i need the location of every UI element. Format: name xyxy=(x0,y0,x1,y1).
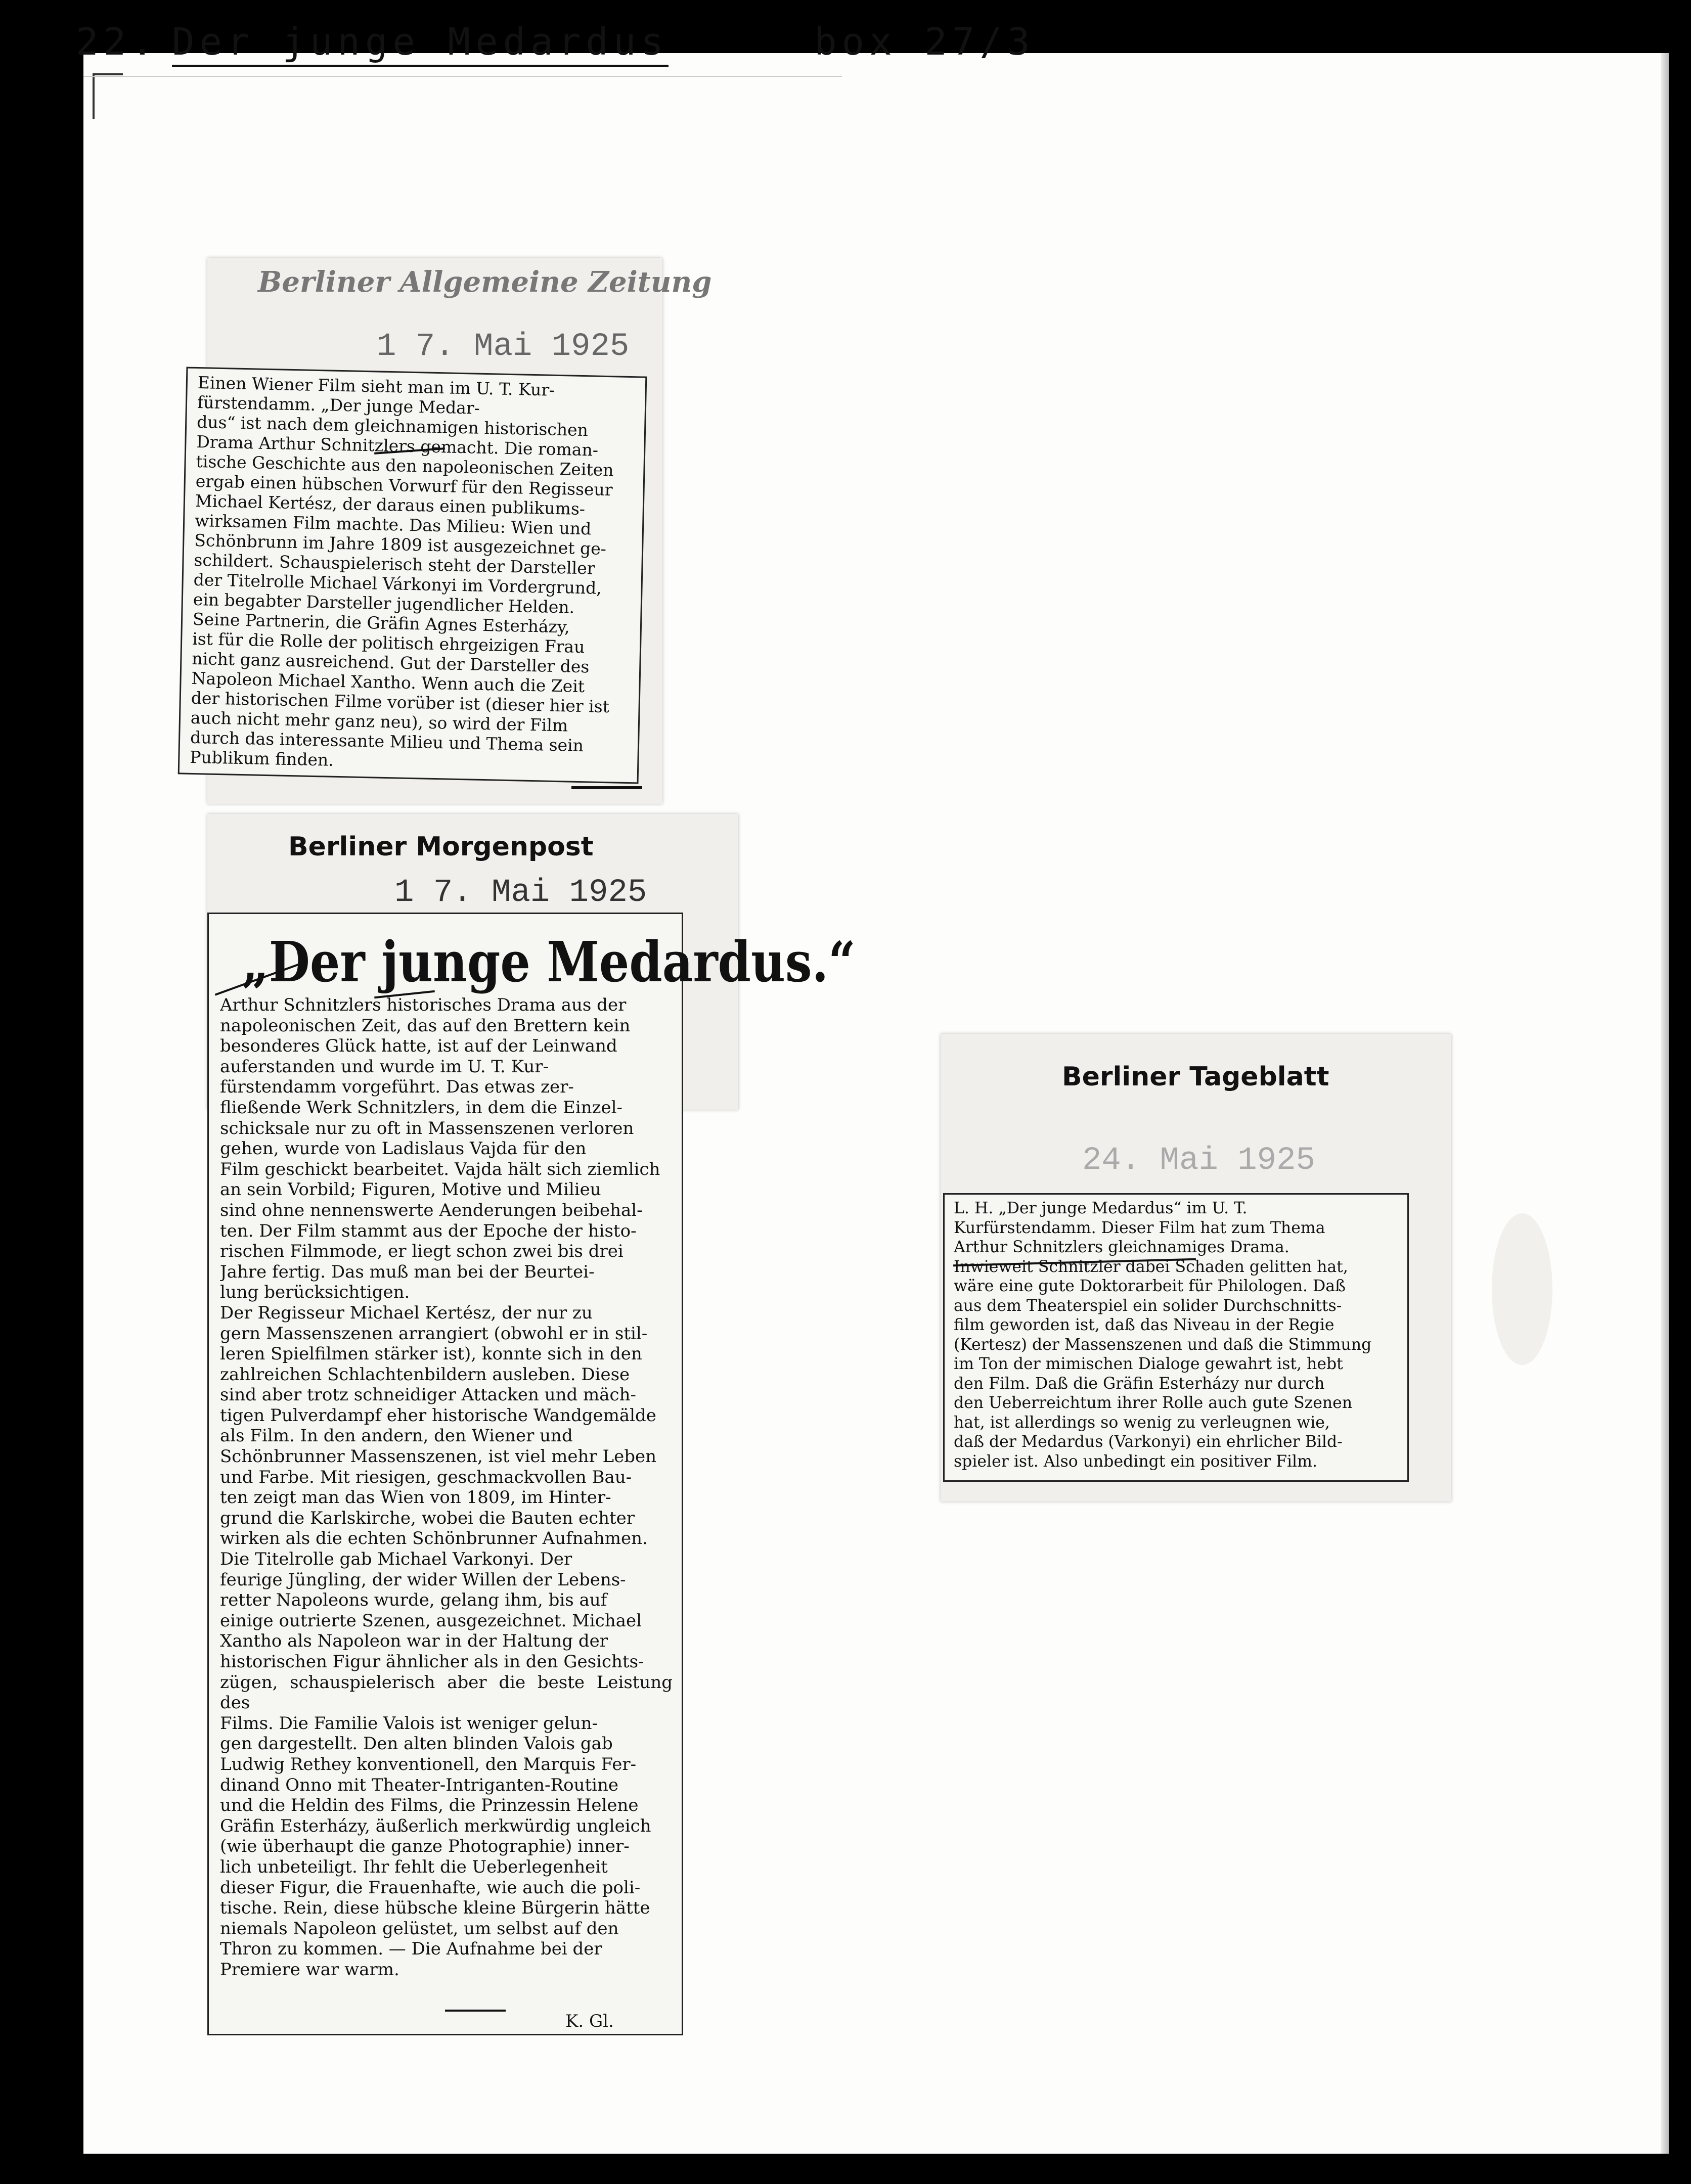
masthead-allgemeine: Berliner Allgemeine Zeitung xyxy=(258,265,712,299)
page-edge xyxy=(1661,53,1669,2154)
page-scuff xyxy=(1492,1213,1552,1365)
clipping-tageblatt xyxy=(943,1193,1409,1482)
header-rule xyxy=(83,76,842,77)
folder-number: 22. xyxy=(76,20,159,64)
date-stamp-tageblatt: 24. Mai 1925 xyxy=(1082,1143,1315,1179)
page-header xyxy=(76,20,1138,76)
folder-title: Der junge Medardus xyxy=(172,20,669,67)
signature-morgenpost: K. Gl. xyxy=(565,2011,614,2031)
headline-morgenpost: „Der junge Medardus.“ xyxy=(242,929,856,994)
article-allgemeine: Einen Wiener Film sieht man im U. T. Kur- fürstendamm. „Der junge Medar- dus“ ist nach dem gleichnamigen historischen Drama Arthur Schnitzlers gemacht. Die roman- tische Geschichte aus den napoleonischen Zeiten ergab einen hübschen Vorwurf für den Regisseur Michael Kertész, der daraus einen publikums- wirksamen Film machte. Das Milieu: Wien und Schönbrunn im Jahre 1809 ist ausgezeichnet ge- schildert. Schauspielerisch steht der Darsteller der Titelrolle Michael Várkonyi im Vordergrund, ein begabter Darsteller jugendlicher Helden. Seine Partnerin, die Gräfin Agnes Esterházy, ist für die Rolle der politisch ehrgeizigen Frau nicht ganz ausreichend. Gut der Darsteller des Napoleon Michael Xantho. Wenn auch die Zeit der historischen Filme vorüber ist (dieser hier ist auch nicht mehr ganz neu), so wird der Film durch das interessante Milieu und Thema sein Publikum finden. xyxy=(189,373,614,770)
article-morgenpost: Arthur Schnitzlers historisches Drama aus der napoleonischen Zeit, das auf den Brettern kein besonderes Glück hatte, ist auf der Leinwand auferstanden und wurde im U. T. Kur- fürstendamm vorgeführt. Das etwas zer- fließende Werk Schnitzlers, in dem die Einzel- schicksale nur zu oft in Massenszenen verloren gehen, wurde von Ladislaus Vajda für den Film geschickt bearbeitet. Vajda hält sich ziemlich an sein Vorbild; Figuren, Motive und Milieu sind ohne nennenswerte Aenderungen beibehal- ten. Der Film stammt aus der Epoche der histo- rischen Filmmode, er liegt schon zwei bis drei Jahre fertig. Das muß man bei der Beurtei- lung berücksichtigen. Der Regisseur Michael Kertész, der nur zu gern Massenszenen arrangiert (obwohl er in stil- leren Spielfilmen stärker ist), konnte sich in den zahlreichen Schlachtenbildern ausleben. Diese sind aber trotz schneidiger Attacken und mäch- tigen Pulverdampf eher historische Wandgemälde als Film. In den andern, den Wiener und Schönbrunner Massenszenen, ist viel mehr Leben und Farbe. Mit riesigen, geschmackvollen Bau- ten zeigt man das Wien von 1809, im Hinter- grund die Karlskirche, wobei die Bauten echter wirken als die echten Schönbrunner Aufnahmen. Die Titelrolle gab Michael Varkonyi. Der feurige Jüngling, der wider Willen der Lebens- retter Napoleons wurde, gelang ihm, bis auf einige outrierte Szenen, ausgezeichnet. Michael Xantho als Napoleon war in der Haltung der historischen Figur ähnlicher als in den Gesichts- zügen, schauspielerisch aber die beste Leistung des Films. Die Familie Valois ist weniger gelun- gen dargestellt. Den alten blinden Valois gab Ludwig Rethey konventionell, den Marquis Fer- dinand Onno mit Theater-Intriganten-Routine und die Heldin des Films, die Prinzessin Helene Gräfin Esterházy, äußerlich merkwürdig ungleich (wie überhaupt die ganze Photographie) inner- lich unbeteiligt. Ihr fehlt die Ueberlegenheit dieser Figur, die Frauenhafte, wie auch die poli- tische. Rein, diese hübsche kleine Bürgerin hätte niemals Napoleon gelüstet, um selbst auf den Thron zu kommen. — Die Aufnahme bei der Premiere war warm. xyxy=(220,995,673,1980)
pen-mark-morgenpost xyxy=(445,2010,506,2012)
date-stamp-allgemeine: 1 7. Mai 1925 xyxy=(377,329,630,365)
masthead-tageblatt: Berliner Tageblatt xyxy=(1062,1062,1329,1092)
pen-mark-allgemeine xyxy=(571,786,642,789)
masthead-morgenpost: Berliner Morgenpost xyxy=(288,832,594,862)
box-label: box 27/3 xyxy=(814,20,1035,64)
clipping-allgemeine xyxy=(178,367,647,784)
date-stamp-morgenpost: 1 7. Mai 1925 xyxy=(394,875,647,911)
clipping-morgenpost xyxy=(207,913,856,2035)
corner-mark xyxy=(93,73,98,119)
article-tageblatt: L. H. „Der junge Medardus“ im U. T. Kurfürstendamm. Dieser Film hat zum Thema Arthur Schnitzlers gleichnamiges Drama. Inwieweit Schnitzler dabei Schaden gelitten hat, wäre eine gute Doktorarbeit für Philologen. Daß aus dem Theaterspiel ein solider Durchschnitts- film geworden ist, daß das Niveau in der Regie (Kertesz) der Massenszenen und daß die Stimmung im Ton der mimischen Dialoge gewahrt ist, hebt den Film. Daß die Gräfin Esterházy nur durch den Ueberreichtum ihrer Rolle auch gute Szenen hat, ist allerdings so wenig zu verleugnen wie, daß der Medardus (Varkonyi) ein ehrlicher Bild- spieler ist. Also unbedingt ein positiver Film. xyxy=(954,1199,1372,1471)
